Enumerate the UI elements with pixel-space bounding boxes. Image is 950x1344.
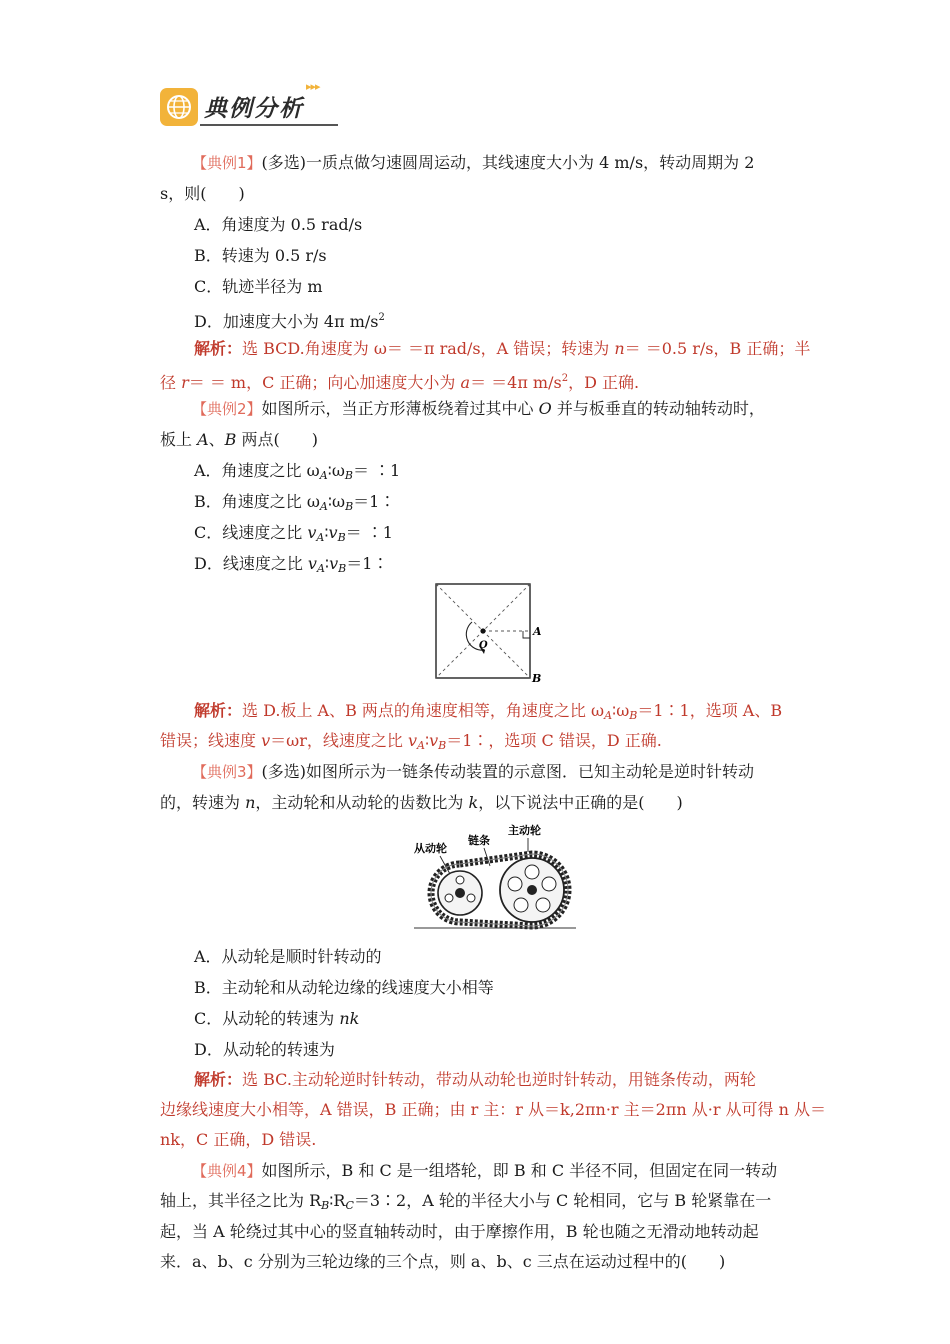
ex1-stem: 【典例1】(多选)一质点做匀速圆周运动，其线速度大小为 4 m/s，转动周期为 2	[192, 153, 755, 172]
fig-label-A: A	[533, 625, 542, 638]
fig-label-O: O	[479, 640, 488, 651]
ex3-tag: 【典例3】	[192, 763, 262, 781]
label-driven-wheel: 从动轮	[414, 842, 447, 855]
ex4-tag: 【典例4】	[192, 1162, 262, 1180]
ex3-stem-cont: 的，转速为 n，主动轮和从动轮的齿数比为 k，以下说法中正确的是( )	[160, 793, 683, 812]
fig-label-B: B	[532, 672, 542, 684]
ex2-option-b: B．角速度之比 ωA∶ωB＝1∶	[194, 492, 396, 513]
ex3-option-a: A．从动轮是顺时针转动的	[194, 947, 382, 966]
ex4-stem-cont2: 起，当 A 轮绕过其中心的竖直轴转动时，由于摩擦作用，B 轮也随之无滑动地转动起	[160, 1222, 759, 1241]
label-driving-wheel: 主动轮	[508, 824, 541, 837]
ex2-tag: 【典例2】	[192, 400, 262, 418]
ex2-stem: 【典例2】如图所示，当正方形薄板绕着过其中心 O 并与板垂直的转动轴转动时，	[192, 399, 765, 418]
ex1-analysis-cont: 径 r＝ ＝ m，C 正确；向心加速度大小为 a＝ ＝4π $m/s^2$，D 正确.	[160, 373, 640, 392]
decorative-arrows: ▸▸▸	[306, 80, 320, 93]
ex4-stem: 【典例4】如图所示，B 和 C 是一组塔轮，即 B 和 C 半径不同，但固定在同一转动	[192, 1161, 778, 1180]
square-plate-figure	[432, 580, 552, 684]
ex3-option-d: D．从动轮的转速为	[194, 1040, 335, 1059]
ex3-analysis-cont2: nk，C 正确，D 错误.	[160, 1130, 317, 1149]
ex3-option-c: C．从动轮的转速为 nk	[194, 1009, 360, 1028]
ex2-option-d: D．线速度之比 vA∶vB＝1∶	[194, 554, 389, 575]
ex3-analysis-cont: 边缘线速度大小相等，A 错误，B 正确；由 r 主：r 从＝k,2πn·r 主＝2πn 从·r 从可得 n 从＝	[160, 1100, 827, 1119]
ex4-stem-cont3: 来．a、b、c 分别为三轮边缘的三个点，则 a、b、c 三点在运动过程中的( )	[160, 1252, 726, 1271]
ex3-option-b: B．主动轮和从动轮边缘的线速度大小相等	[194, 978, 494, 997]
ex2-stem-cont: 板上 A、B 两点( )	[160, 430, 319, 449]
ex2-option-a: A．角速度之比 ωA∶ωB＝ ∶1	[194, 461, 401, 482]
ex2-analysis: 解析：选 D.板上 A、B 两点的角速度相等，角速度之比 ωA∶ωB＝1∶1，选项 A、B	[194, 701, 783, 722]
ex4-stem-cont: 轴上，其半径之比为 RB∶RC＝3∶2，A 轮的半径大小与 C 轮相同，它与 B 轮紧靠在一	[160, 1191, 772, 1212]
ex1-stem-cont: s，则( )	[160, 184, 245, 203]
globe-icon	[160, 88, 198, 126]
ex1-tag: 【典例1】	[192, 154, 262, 172]
ex3-analysis: 解析：选 BC.主动轮逆时针转动，带动从动轮也逆时针转动，用链条传动，两轮	[194, 1070, 756, 1089]
ex1-option-d: D．加速度大小为 4π $m/s^2$	[194, 312, 385, 331]
ex2-option-c: C．线速度之比 vA∶vB＝ ∶1	[194, 523, 393, 544]
ex1-option-c: C．轨迹半径为 m	[194, 277, 323, 296]
label-chain: 链条	[468, 834, 490, 847]
ex3-stem: 【典例3】(多选)如图所示为一链条传动装置的示意图．已知主动轮是逆时针转动	[192, 762, 755, 781]
section-title: 典例分析	[204, 96, 304, 122]
header-underline	[200, 124, 338, 126]
chain-drive-figure	[410, 818, 580, 934]
ex1-analysis: 解析：选 BCD.角速度为 ω＝ ＝π rad/s，A 错误；转速为 n＝ ＝0.5 r/s，B 正确；半	[194, 339, 811, 358]
ex1-option-b: B．转速为 0.5 r/s	[194, 246, 327, 265]
section-header	[160, 82, 340, 128]
ex2-analysis-cont: 错误；线速度 v＝ωr，线速度之比 vA∶vB＝1∶，选项 C 错误，D 正确.	[160, 731, 662, 752]
ex1-option-a: A．角速度为 0.5 rad/s	[194, 215, 363, 234]
